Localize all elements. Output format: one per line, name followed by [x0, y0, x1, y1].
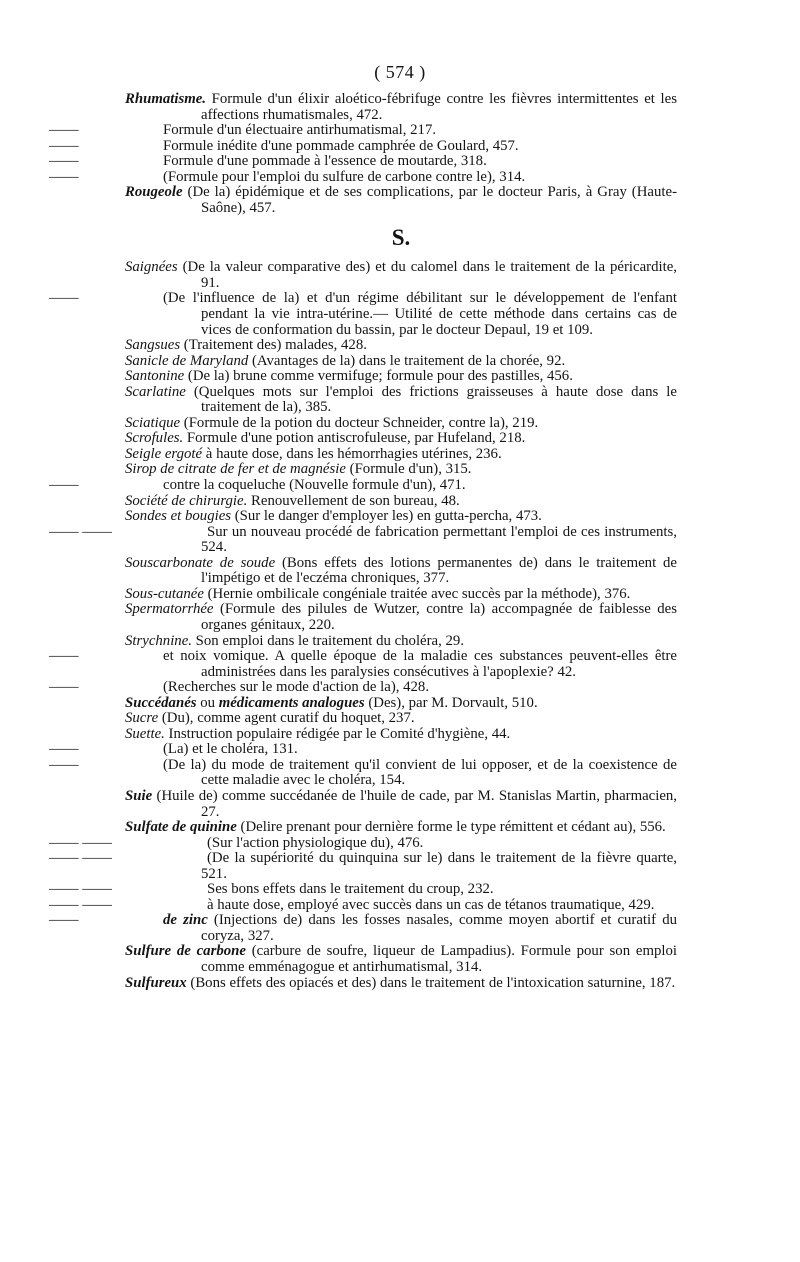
entry-text: (De la valeur comparative des) et du calomel dans le traitement de la péricardite, 91.: [177, 259, 677, 291]
ditto-dash: —— ——: [49, 896, 112, 913]
ditto-dash: —— ——: [49, 523, 112, 540]
ditto-dash: ——: [49, 741, 79, 758]
index-entry: [49, 912, 677, 944]
entry-text: ou: [196, 694, 219, 711]
index-entry: [125, 944, 677, 975]
entry-heading: Sulfure de carbone: [125, 943, 246, 960]
index-entry: [125, 416, 677, 432]
ditto-dash: ——: [49, 137, 79, 154]
entry-heading: Suette.: [125, 725, 165, 742]
index-entry: [49, 290, 677, 338]
index-entry: [125, 92, 677, 123]
entry-heading: Saignées: [125, 259, 178, 276]
entry-text: (Sur le danger d'employer les) en gutta-percha, 473.: [231, 508, 542, 525]
entry-text: (Bons effets des opiacés et des) dans le traitement de l'intoxication saturnine, 187.: [186, 974, 676, 991]
entry-text: Renouvellement de son bureau, 48.: [247, 492, 460, 509]
entry-heading: Souscarbonate de soude: [125, 554, 276, 571]
entry-text: Formule d'une potion antiscrofuleuse, par Hufeland, 218.: [183, 430, 526, 447]
index-entry: [125, 431, 677, 447]
entry-heading: Rougeole: [125, 184, 183, 201]
index-entry: [49, 881, 677, 898]
entry-heading: de zinc: [163, 912, 208, 929]
entry-text: (Du), comme agent curatif du hoquet, 237.: [158, 710, 415, 727]
entry-text: (Formule de la potion du docteur Schneider, contre la), 219.: [180, 414, 539, 431]
index-entry: [49, 477, 677, 494]
index-entry: [125, 556, 677, 587]
index-entry: [125, 385, 677, 416]
ditto-dash: —— ——: [49, 834, 112, 851]
entry-heading: Succédanés: [125, 694, 197, 711]
index-entry: [49, 523, 677, 556]
index-entry: [125, 338, 677, 354]
entry-text: (De l'influence de la) et d'un régime débilitant sur le développement de l'enfant pendant la vie intra-utérine.— Utilité de cette méthode dans certains cas de vices de conformation du bassin, par le docteur Depaul, 19 et 109.: [163, 290, 677, 338]
index-entry: [125, 727, 677, 743]
index-entry: [49, 834, 677, 852]
entry-text: Son emploi dans le traitement du choléra, 29.: [191, 632, 465, 649]
entry-text: (Recherches sur le mode d'action de la), 428.: [163, 679, 430, 696]
ditto-dash: ——: [49, 168, 79, 185]
index-entry: [49, 741, 677, 758]
entry-heading: Sucre: [125, 710, 159, 727]
index-entry: [125, 820, 677, 836]
ditto-dash: —— ——: [49, 881, 112, 898]
entry-heading: Strychnine.: [125, 632, 192, 649]
entry-heading: Société de chirurgie.: [125, 492, 248, 509]
entry-heading: Sciatique: [125, 414, 181, 431]
entry-text: (Formule pour l'emploi du sulfure de carbone contre le), 314.: [163, 168, 526, 185]
index-entry: [49, 679, 677, 696]
entry-text: (Formule d'un), 315.: [345, 461, 472, 478]
index-entry: [49, 850, 677, 882]
entry-heading: Sondes et bougies: [125, 508, 232, 525]
index-entry: [125, 447, 677, 463]
entry-text: (Huile de) comme succédanée de l'huile de cade, par M. Stanislas Martin, pharmacien, 27.: [152, 787, 677, 820]
entry-text: (Quelques mots sur l'emploi des frictions graisseuses à haute dose dans le traitement de la), 385.: [185, 383, 677, 416]
ditto-dash: ——: [49, 912, 79, 929]
entry-heading: Sangsues: [125, 337, 181, 354]
entry-text: à haute dose, dans les hémorrhagies utérines, 236.: [202, 445, 502, 462]
entry-text: (La) et le choléra, 131.: [163, 741, 298, 758]
index-entry: [125, 462, 677, 478]
entry-text: (Sur l'action physiologique du), 476.: [207, 834, 424, 851]
entry-text: (Hernie ombilicale congéniale traitée avec succès par la méthode), 376.: [203, 585, 631, 602]
ditto-dash: ——: [49, 122, 79, 139]
entry-text: et noix vomique. A quelle époque de la maladie ces substances peuvent-elles être administrées dans les paralysies consécutives à l'apoplexie? 42.: [163, 648, 677, 680]
entry-heading: Santonine: [125, 368, 185, 385]
entry-text: (De la) épidémique et de ses complications, par le docteur Paris, à Gray (Haute-Saône), 457.: [182, 184, 677, 216]
index-entry: [125, 789, 677, 820]
index-entry: [49, 896, 677, 914]
entry-heading: Sulfate de quinine: [125, 819, 237, 836]
index-entry: [125, 185, 677, 216]
ditto-dash: ——: [49, 756, 79, 773]
index-entry: [125, 494, 677, 510]
entry-text: (De la) brune comme vermifuge; formule pour des pastilles, 456.: [184, 368, 573, 385]
index-entry: [49, 137, 677, 155]
entry-heading: Scrofules.: [125, 430, 184, 447]
ditto-dash: ——: [49, 153, 79, 170]
index-entry: [49, 122, 677, 139]
index-entry: [125, 976, 677, 992]
entry-text: (Delire prenant pour dernière forme le type rémittent et cédant au), 556.: [236, 819, 666, 836]
entry-text: (Formule des pilules de Wutzer, contre la) accompagnée de faiblesse des organes génitaux, 220.: [201, 601, 677, 633]
entry-text: Formule d'un élixir aloético-fébrifuge contre les fièvres intermittentes et les affections rhumatismales, 472.: [201, 91, 677, 123]
index-entries-s: [49, 259, 677, 991]
entry-text: (Avantages de la) dans le traitement de la chorée, 92.: [248, 352, 566, 369]
entry-text: à haute dose, employé avec succès dans un cas de tétanos traumatique, 429.: [207, 896, 655, 913]
entry-text: (carbure de soufre, liqueur de Lampadius). Formule pour son emploi comme emménagogue et antirhumatismal, 314.: [201, 943, 677, 975]
index-entry: [49, 756, 677, 789]
index-entry: [125, 711, 677, 727]
entry-heading: médicaments analogues: [218, 694, 365, 711]
ditto-dash: ——: [49, 477, 79, 494]
entry-heading: Rhumatisme.: [125, 91, 206, 107]
index-entry: [49, 648, 677, 680]
entry-text: Sur un nouveau procédé de fabrication permettant l'emploi de ces instruments, 524.: [201, 523, 677, 556]
entry-heading: Sulfureux: [125, 974, 187, 991]
entry-text: (De la supériorité du quinquina sur le) dans le traitement de la fièvre quarte, 521.: [201, 850, 677, 882]
index-entry: [125, 587, 677, 603]
index-entry: [125, 634, 677, 650]
entry-heading: Sirop de citrate de fer et de magnésie: [125, 461, 346, 478]
entry-text: (Des), par M. Dorvault, 510.: [364, 694, 538, 711]
entry-text: Instruction populaire rédigée par le Comité d'hygiène, 44.: [164, 725, 511, 742]
index-entry: [49, 168, 677, 186]
entry-heading: Seigle ergoté: [125, 445, 203, 462]
ditto-dash: ——: [49, 679, 79, 696]
entry-text: (Injections de) dans les fosses nasales, comme moyen abortif et curatif du coryza, 327.: [201, 912, 677, 944]
entry-text: Formule inédite d'une pommade camphrée de Goulard, 457.: [163, 137, 519, 154]
entry-text: Formule d'une pommade à l'essence de moutarde, 318.: [163, 153, 487, 170]
page-number: ( 574 ): [374, 62, 426, 82]
entry-text: (De la) du mode de traitement qu'il convient de lui opposer, et de la coexistence de cette maladie avec le choléra, 154.: [163, 756, 677, 789]
index-entry: [125, 354, 677, 370]
index-entry: [125, 509, 677, 525]
entry-text: (Traitement des) malades, 428.: [180, 337, 367, 354]
entry-text: contre la coqueluche (Nouvelle formule d'un), 471.: [163, 477, 466, 494]
entry-heading: Suie: [125, 787, 153, 804]
section-letter: S.: [391, 225, 411, 251]
entry-heading: Sous-cutanée: [125, 585, 204, 602]
index-entry: [125, 369, 677, 385]
index-column: [49, 91, 677, 991]
entry-heading: Spermatorrhée: [125, 601, 214, 618]
ditto-dash: ——: [49, 648, 79, 665]
index-entry: [49, 153, 677, 170]
entry-text: Ses bons effets dans le traitement du croup, 232.: [207, 881, 494, 898]
entry-heading: Sanicle de Maryland: [125, 352, 249, 369]
entry-text: (Bons effets des lotions permanentes de) dans le traitement de l'impétigo et de l'eczéma chroniques, 377.: [201, 554, 677, 587]
entry-text: Formule d'un électuaire antirhumatismal, 217.: [163, 122, 437, 139]
entry-heading: Scarlatine: [125, 383, 186, 400]
index-entries-r: [49, 91, 677, 216]
index-entry: [125, 260, 677, 291]
index-entry: [125, 696, 677, 712]
ditto-dash: —— ——: [49, 850, 112, 867]
ditto-dash: ——: [49, 290, 79, 307]
index-entry: [125, 602, 677, 633]
